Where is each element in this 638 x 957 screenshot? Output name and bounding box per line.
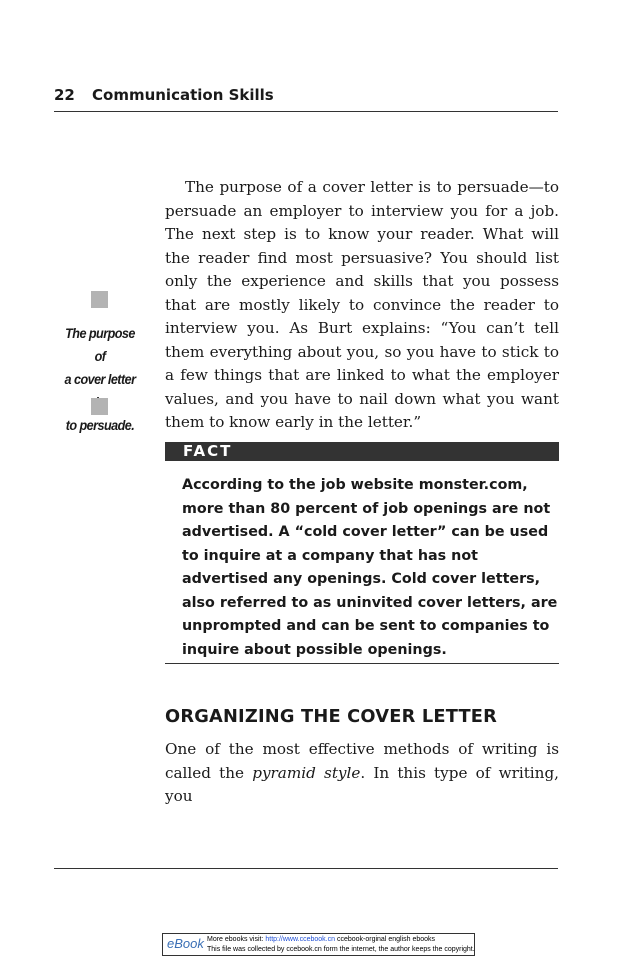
intro-paragraph-text: The purpose of a cover letter is to persuade—to persuade an employer to interview you for a job. The next step is to know your reader. What will the reader find most persuasive? You should list only the experience and skills that you possess that are mostly likely to convince the reader to interview you. As Burt explains: “You can’t tell them everything about you, so you have to stick to a few things that are linked to what the employer values, and you have to nail down what you want them to know early in the letter.” [165, 178, 559, 431]
ebook-logo: eBook [167, 936, 204, 951]
pull-quote-line: to persuade. [65, 418, 135, 433]
section-body-text-end: . In this type of writing, you [165, 763, 559, 805]
running-title: Communication Skills [92, 86, 274, 104]
section-body-text: One of the most effective methods of writing is called the [165, 740, 559, 782]
pull-quote [59, 322, 141, 437]
page-number: 22 [54, 86, 75, 104]
fact-bottom-divider [165, 663, 559, 664]
pull-quote-top-square [91, 291, 108, 308]
section-heading: ORGANIZING THE COVER LETTER [165, 706, 498, 727]
pull-quote-line: The purpose of [65, 326, 135, 364]
section-body-italic-term: pyramid style [252, 763, 361, 782]
section-body [165, 738, 559, 809]
running-header [54, 86, 274, 104]
header-divider [54, 111, 558, 112]
ebook-banner-line2: This file was collected by ccebook.cn form the internet, the author keeps the copyright. [207, 946, 475, 953]
footer-divider [54, 868, 558, 869]
fact-title: FACT [183, 442, 233, 460]
ebook-banner-line1 [207, 935, 435, 944]
intro-paragraph [165, 176, 559, 435]
pull-quote-bottom-square [91, 398, 108, 415]
ebook-banner-prefix: More ebooks visit: [207, 936, 266, 943]
ebook-site-link[interactable]: http://www.ccebook.cn [265, 936, 336, 943]
ebook-banner [162, 933, 475, 956]
fact-body: According to the job website monster.com, more than 80 percent of job openings are not advertised. A “cold cover letter” can be used to inquire at a company that has not advertised any openings. Cold cover letters, also referred to as uninvited cover letters, are unprompted and can be sent to companies to inquire about possible openings. [182, 477, 558, 658]
ebook-banner-suffix: ccebook-orginal english ebooks [335, 936, 436, 943]
pull-quote-line: a cover letter [64, 372, 136, 387]
